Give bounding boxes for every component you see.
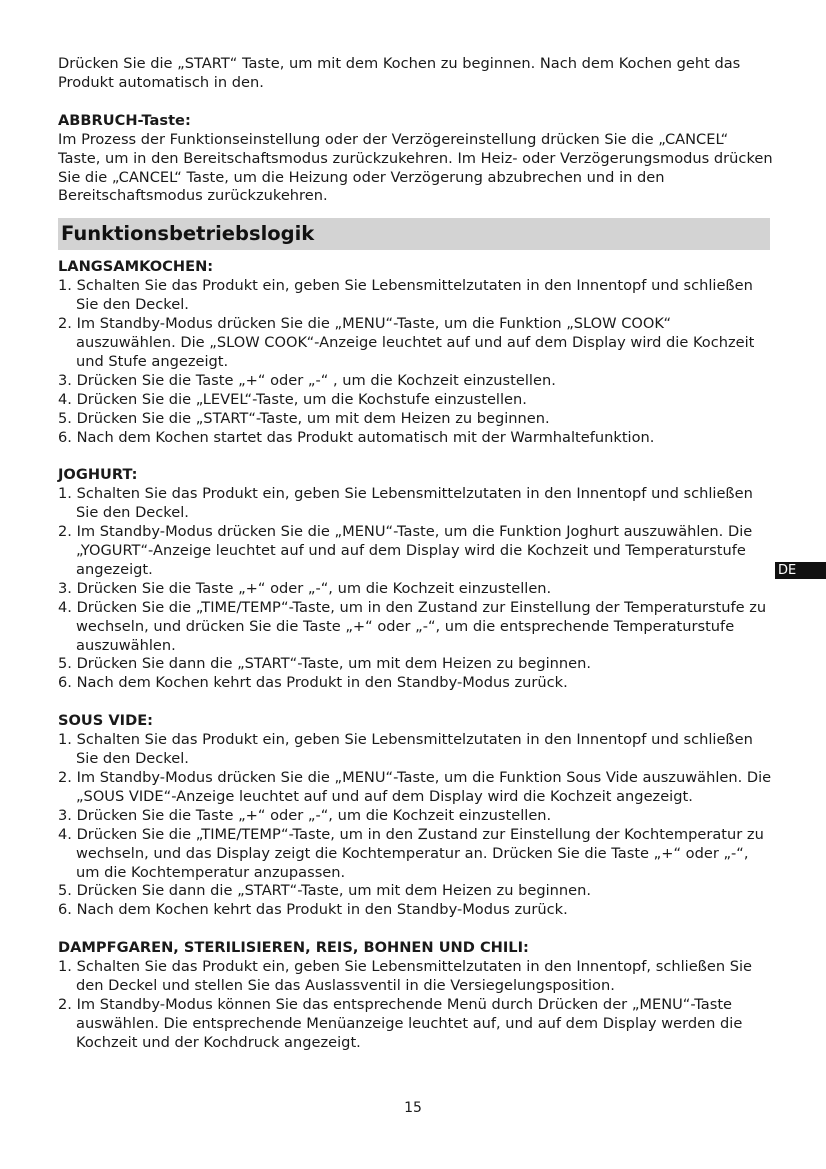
list-item: 2. Im Standby-Modus drücken Sie die „MENU“-Taste, um die Funktion Sous Vide auszuwählen. Die „SOUS VIDE“-Anzeige leuchtet auf und auf dem Display wird die Kochzeit angezeigt. (58, 769, 772, 805)
cancel-instruction-text: Im Prozess der Funktionseinstellung oder der Verzögereinstellung drücken Sie die „CANCEL“ Taste, um in den Bereitschaftsmodus zurückzukehren. Im Heiz- oder Verzögerungsmodus drücken Sie die „CANCEL“ Taste, um die Heizung oder Verzögerung abzubrechen und in den Bereitschaftsmodus zurückzukehren. (58, 130, 773, 205)
page-number: 15 (404, 1100, 422, 1116)
cancel-heading: ABBRUCH-Taste: (58, 111, 191, 129)
list-item: 1. Schalten Sie das Produkt ein, geben Sie Lebensmittelzutaten in den Innentopf, schließen Sie den Deckel und stellen Sie das Auslassventil in die Versiegelungsposition. (58, 958, 753, 995)
start-instruction-text: Drücken Sie die „START“ Taste, um mit dem Kochen zu beginnen. Nach dem Kochen geht das Produkt automatisch in den. (58, 55, 741, 91)
list-item: 1. Schalten Sie das Produkt ein, geben Sie Lebensmittelzutaten in den Innentopf und schließen Sie den Deckel. (58, 731, 753, 768)
sous-vide-steps (58, 731, 774, 920)
list-item: 3. Drücken Sie die Taste „+“ oder „-“ , um die Kochzeit einzustellen. (58, 371, 556, 389)
list-item: 6. Nach dem Kochen kehrt das Produkt in den Standby-Modus zurück. (58, 674, 568, 692)
list-item: 4. Drücken Sie die „TIME/TEMP“-Taste, um in den Zustand zur Einstellung der Kochtemperatur zu wechseln, und das Display zeigt die Kochtemperatur an. Drücken Sie die Taste „+“ oder „-“, um die Kochtemperatur anzupassen. (58, 825, 764, 881)
list-item: 3. Drücken Sie die Taste „+“ oder „-“, um die Kochzeit einzustellen. (58, 806, 552, 824)
section-title: Funktionsbetriebslogik (61, 221, 315, 245)
list-item: 6. Nach dem Kochen startet das Produkt automatisch mit der Warmhaltefunktion. (58, 428, 655, 446)
list-item: 4. Drücken Sie die „TIME/TEMP“-Taste, um in den Zustand zur Einstellung der Temperaturstufe zu wechseln, und drücken Sie die Taste „+“ oder „-“, um die entsprechende Temperaturstufe auszuwählen. (58, 598, 767, 654)
yogurt-heading: JOGHURT: (58, 466, 138, 484)
steam-steps (58, 958, 774, 1053)
list-item: 1. Schalten Sie das Produkt ein, geben Sie Lebensmittelzutaten in den Innentopf und schließen Sie den Deckel. (58, 485, 753, 522)
section-header-bar (58, 218, 770, 250)
manual-page (58, 55, 774, 1053)
list-item: 5. Drücken Sie die „START“-Taste, um mit dem Heizen zu beginnen. (58, 409, 550, 427)
sous-vide-heading: SOUS VIDE: (58, 712, 154, 730)
list-item: 6. Nach dem Kochen kehrt das Produkt in den Standby-Modus zurück. (58, 901, 568, 919)
list-item: 3. Drücken Sie die Taste „+“ oder „-“, um die Kochzeit einzustellen. (58, 579, 552, 597)
list-item: 2. Im Standby-Modus können Sie das entsprechende Menü durch Drücken der „MENU“-Taste auswählen. Die entsprechende Menüanzeige leuchtet auf, und auf dem Display werden die Kochzeit und der Kochdruck angezeigt. (58, 995, 743, 1051)
list-item: 4. Drücken Sie die „LEVEL“-Taste, um die Kochstufe einzustellen. (58, 390, 527, 408)
list-item: 5. Drücken Sie dann die „START“-Taste, um mit dem Heizen zu beginnen. (58, 655, 592, 673)
slow-cook-heading: LANGSAMKOCHEN: (58, 258, 214, 276)
spacer (58, 447, 774, 466)
steam-heading: DAMPFGAREN, STERILISIEREN, REIS, BOHNEN UND CHILI: (58, 939, 529, 957)
language-tab: DE (775, 562, 826, 579)
list-item: 5. Drücken Sie dann die „START“-Taste, um mit dem Heizen zu beginnen. (58, 882, 592, 900)
yogurt-steps (58, 485, 774, 693)
spacer (58, 693, 774, 712)
list-item: 2. Im Standby-Modus drücken Sie die „MENU“-Taste, um die Funktion Joghurt auszuwählen. Die „YOGURT“-Anzeige leuchtet auf und auf dem Display wird die Kochzeit und Temperaturstufe angezeigt. (58, 523, 753, 578)
spacer (58, 93, 774, 112)
spacer (58, 920, 774, 939)
slow-cook-steps (58, 277, 774, 447)
list-item: 1. Schalten Sie das Produkt ein, geben Sie Lebensmittelzutaten in den Innentopf und schließen Sie den Deckel. (58, 277, 753, 314)
list-item: 2. Im Standby-Modus drücken Sie die „MENU“-Taste, um die Funktion „SLOW COOK“ auszuwählen. Die „SLOW COOK“-Anzeige leuchtet auf und auf dem Display wird die Kochzeit und Stufe angezeigt. (58, 315, 755, 370)
